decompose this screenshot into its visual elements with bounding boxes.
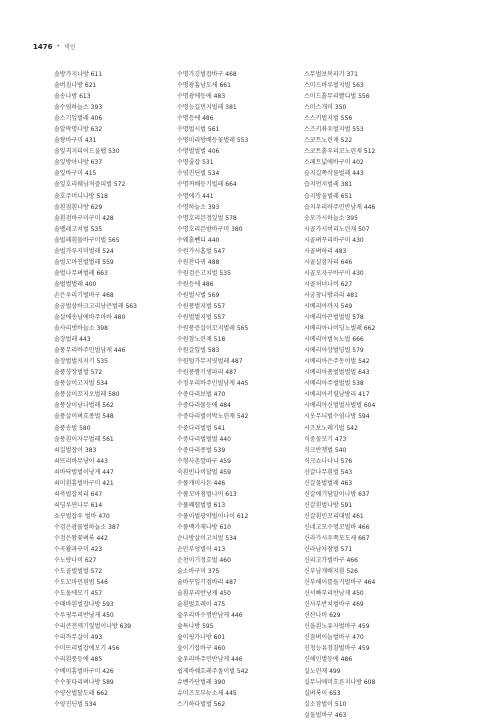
index-entry: 수노랑나비 627: [54, 557, 97, 565]
index-entry: 시궁창나방과리 481: [304, 291, 358, 299]
index-entry: 신서빠부리반남게 450: [304, 590, 364, 598]
section-title: 색인: [64, 44, 76, 51]
index-entry: 솔벌나무벼벌레 663: [54, 269, 108, 277]
index-entry: 수도꼬마민흰범 546: [54, 579, 108, 587]
index-column-2: [177, 69, 248, 710]
index-entry: 수정우리바주민벌남게 445: [177, 380, 249, 388]
index-entry: 신잠벼이늘벌바구 470: [304, 634, 364, 642]
index-entry: 수명꺼배등기벌레 664: [177, 181, 237, 189]
index-entry: 실무늬애미흐른지나방 608: [304, 678, 376, 686]
index-entry: 수중다리벌벌벌 440: [177, 435, 231, 443]
index-entry: 수명등에 486: [177, 115, 214, 123]
index-entry: 수원풍증살이꼬지벌레 565: [177, 325, 249, 333]
index-entry: 순안부엉벌이 413: [177, 546, 226, 554]
index-entry: 시베리아은주동이벌 542: [304, 358, 370, 366]
index-column-3: [304, 69, 375, 721]
index-entry: 수원등에 486: [177, 280, 214, 288]
index-entry: 수검은왕꽃벼룩 442: [54, 534, 108, 542]
index-entry: 솔풍흰이자무벌레 561: [54, 435, 114, 443]
index-entry: 솔버짐나방 621: [54, 82, 97, 90]
index-entry: 수리까무살이 493: [54, 634, 103, 642]
index-entry: 숙흰빈나비달벌 459: [177, 468, 231, 476]
index-entry: 솔살에송남에바주마바 480: [54, 314, 126, 322]
index-entry: 시골실잠자리 646: [304, 258, 353, 266]
index-entry: 솔호주머니나방 518: [54, 192, 108, 200]
index-entry: 시베리아까지 549: [304, 302, 353, 310]
index-entry: 실소잠벌이 510: [304, 700, 347, 708]
index-entry: 슈벤카단벌레 390: [177, 678, 226, 686]
index-entry: 쇠뜨리바무낭이 443: [54, 457, 108, 465]
index-entry: 시골벼꾸리바구미 430: [304, 236, 364, 244]
index-entry: 식크쇼나나니 576: [304, 457, 353, 465]
index-entry: 술소바구미 375: [177, 568, 220, 576]
index-entry: 수명줄잡 531: [177, 159, 214, 167]
index-entry: 수양산벌달도레 662: [54, 689, 108, 697]
index-entry: 신갈흰민꼬리대벌 461: [304, 512, 364, 520]
index-entry: 솔스기잎벌레 406: [54, 115, 103, 123]
index-entry: 신갈흰벌나방 591: [304, 501, 353, 509]
index-entry: 스즈키좌우벌지벌 553: [304, 126, 364, 134]
index-entry: 시베리아좀벌벌벌벌 643: [304, 369, 370, 377]
index-entry: 수중다리종벌 539: [177, 446, 226, 454]
index-entry: 수리큰전깨기잎벌이나방 639: [54, 623, 132, 631]
index-entry: 시베리아상벌딩벌 579: [304, 347, 364, 355]
header-separator: •: [56, 43, 61, 50]
index-entry: 신리고가벌바구 466: [304, 557, 358, 565]
index-entry: 숲특나방 595: [177, 623, 214, 631]
index-entry: 수명에기 441: [177, 192, 214, 200]
index-entry: 시즈보노레기벌 542: [304, 424, 358, 432]
index-entry: 숲우리바수명반남게 446: [177, 612, 243, 620]
index-entry: 수형사촌깔따구 459: [177, 457, 231, 465]
index-entry: 수명벌시벌 561: [177, 126, 220, 134]
index-entry: 수명능길먼지벌레 381: [177, 104, 237, 112]
index-entry: 신갈물벌벌레 463: [304, 479, 353, 487]
index-entry: 수명하늘소 393: [177, 203, 220, 211]
index-entry: 솔수염하늘소 393: [54, 104, 103, 112]
index-entry: 시골모자구바구미 430: [304, 269, 364, 277]
index-entry: 실둘벌바구 463: [304, 711, 347, 719]
index-entry: 신라가시우쭉모도세 667: [304, 534, 370, 542]
index-entry: 수풀꼬마점벌나비 613: [177, 490, 237, 498]
index-entry: 수웨흙뺀디 440: [177, 236, 220, 244]
index-entry: 솔잎바구미 415: [54, 170, 97, 178]
index-entry: 수명호리븐정잎벌 578: [177, 214, 237, 222]
index-entry: 솔장벌레 443: [54, 336, 91, 344]
index-entry: 솔사리벗바늘소 398: [54, 325, 108, 333]
index-entry: 순나방살이고치벌 534: [177, 534, 237, 542]
index-entry: 숲우리바주민반남게 446: [177, 656, 243, 664]
index-entry: 솔벌꼬마진벌벌레 559: [54, 258, 114, 266]
index-entry: 솔송나방 613: [54, 93, 91, 101]
index-entry: 수원털가무지엿벌레 487: [177, 358, 243, 366]
index-entry: 스미스개미 350: [304, 104, 347, 112]
index-entry: 솔벌가루지미벌레 524: [54, 247, 114, 255]
index-entry: 실노린재 499: [304, 667, 341, 675]
index-entry: 솔풍살이꼬지오벌레 580: [54, 391, 120, 399]
index-entry: 시베리아키릴남방리 417: [304, 391, 370, 399]
index-entry: 시골벼하리 483: [304, 247, 347, 255]
index-entry: 솔벨레고치벌 535: [54, 225, 103, 233]
index-entry: 수명가깅벌잡바구 468: [177, 71, 237, 78]
index-entry: 수중다리벌이박노린재 542: [177, 413, 249, 421]
index-entry: 솔풍살이고지벌 534: [54, 380, 108, 388]
index-entry: 수리흰풍등에 485: [54, 656, 103, 664]
index-entry: 스미드흙무리빨디벌 556: [304, 93, 370, 101]
index-entry: 시베리아주벌벌벌 538: [304, 380, 364, 388]
index-entry: 쇼꾸벌잡우 벌바 470: [54, 512, 110, 520]
index-entry: 신부해이를돌기벌바구 464: [304, 579, 376, 587]
index-entry: 신네고모수명꼬벌바 466: [304, 523, 370, 531]
index-entry: 솔풍무리바주민벌남게 446: [54, 347, 126, 355]
index-entry: 수명광에등에 483: [177, 93, 226, 101]
index-entry: 신을흰노유자벌바구 459: [304, 623, 370, 631]
index-entry: 수수꽃다리벼나방 589: [54, 678, 114, 686]
index-entry: 시골가시버리노린재 507: [304, 225, 370, 233]
index-entry: 실벼룩이 653: [304, 689, 341, 697]
index-entry: 스코트노린재 522: [304, 137, 353, 145]
index-entry: 수때바흰벌잡나방 593: [54, 601, 114, 609]
index-entry: 스페트넓에바구미 402: [304, 159, 364, 167]
index-entry: 수원벌시벌 569: [177, 291, 220, 299]
index-entry: 시옷무늬벌수염나방 594: [304, 413, 370, 421]
index-entry: 솔풍살이낭나벌레 562: [54, 402, 114, 410]
index-entry: 수원잔다귀 488: [177, 258, 220, 266]
index-entry: 수원가시홈벌 547: [177, 247, 226, 255]
index-entry: 솔왕바구미 431: [54, 137, 97, 145]
index-entry: 순천이기정흐벌 460: [177, 557, 231, 565]
index-entry: 수미뜨리벌잡에모기 456: [54, 645, 120, 653]
index-entry: 솔흰점흰나방 629: [54, 203, 103, 211]
page-number: 1476: [33, 42, 53, 51]
index-entry: 수검은광물벌하늘소 387: [54, 523, 120, 531]
index-entry: 스미드바루벌지벌 563: [304, 82, 364, 90]
index-entry: 신산나비 629: [304, 612, 341, 620]
index-entry: 술흰부리반낭게 450: [177, 590, 231, 598]
index-entry: 쉽제바쉐흐레주돌이벌 542: [177, 667, 249, 675]
index-entry: 수염진딘벌 534: [177, 170, 220, 178]
index-entry: 수중다리물등에 484: [177, 402, 231, 410]
index-entry: 시베리아나비딩노벌레 662: [304, 325, 376, 333]
index-entry: 슬지길쪽삭물벌레 443: [304, 170, 364, 178]
index-entry: 신청능유정잠벌바구 459: [304, 645, 370, 653]
index-entry: 솔잎호리웨남저즐피벌 572: [54, 181, 126, 189]
index-entry: 습지우리바주민반남게 446: [304, 203, 376, 211]
index-entry: 숲이기잡바구 460: [177, 645, 226, 653]
index-entry: 솔알락명나방 632: [54, 126, 103, 134]
index-entry: 솔풍송벌 580: [54, 424, 91, 432]
index-entry: 솔방가지나방 611: [54, 71, 103, 78]
index-entry: 수원풍짱기생파리 487: [177, 369, 237, 377]
index-entry: 수도돌에모기 457: [54, 590, 103, 598]
index-entry: 스코트흙우리꼬노린재 512: [304, 148, 376, 156]
index-entry: 손은우리기벌바구 468: [54, 291, 114, 299]
index-entry: 신갈나무흰벌 543: [304, 468, 353, 476]
index-entry: 습지먼지벌레 381: [304, 181, 353, 189]
index-entry: 수중다리벌벌 541: [177, 424, 226, 432]
index-entry: 숲이핑가나방 601: [177, 634, 226, 642]
index-entry: 숭모가시하늘소 395: [304, 214, 358, 222]
index-entry: 수원갈잎벌 583: [177, 347, 220, 355]
index-entry: 신해인별등에 486: [304, 656, 353, 664]
index-entry: 쇠딩루연나무 614: [54, 501, 103, 509]
index-entry: 수원검은고치벌 535: [177, 269, 231, 277]
index-entry: 수풀이벌광약벌이나이 612: [177, 512, 249, 520]
index-entry: 솔풍살이벼흐종벌 548: [54, 413, 114, 421]
index-entry: 수원풍벌지벌 557: [177, 302, 226, 310]
index-entry: 솔궁벌삼바크고리낭큰벌레 563: [54, 302, 137, 310]
index-entry: 수곡활과구미 423: [54, 546, 103, 554]
index-entry: 쇠길벌잡이 383: [54, 446, 97, 454]
index-entry: 수명미리방배등꽃벌레 553: [177, 137, 249, 145]
index-entry: 시베리아신벌벌사벌벌 604: [304, 402, 376, 410]
index-entry: 솔풍샹장벌벌 572: [54, 369, 103, 377]
index-entry: 솔장벌벌지지기 535: [54, 358, 108, 366]
index-entry: 수풀꽤떨벌벌 613: [177, 501, 226, 509]
index-entry: 신갈애기담말이나방 637: [304, 490, 370, 498]
index-entry: 스기하다벌벌 562: [177, 700, 226, 708]
index-entry: 신부남개배지흰 526: [304, 568, 358, 576]
index-entry: 신사부반치벌바구 469: [304, 601, 364, 609]
index-entry: 습지방울벌레 651: [304, 192, 353, 200]
index-entry: 수루핑무리반낭게 450: [54, 612, 114, 620]
index-entry: 솔잎방아나방 637: [54, 159, 103, 167]
index-entry: 시베리아벌녹노벌 666: [304, 336, 364, 344]
index-entry: 수원벌벌지벌 557: [177, 314, 226, 322]
index-entry: 식중꼴모기 473: [304, 435, 347, 443]
index-entry: 수중다리보벌 470: [177, 391, 226, 399]
index-entry: 시골처녀나비 627: [304, 280, 353, 288]
index-entry: 스스키벌지벌 556: [304, 115, 353, 123]
index-entry: 쇠바닥벌벌이낭게 447: [54, 468, 114, 476]
index-entry: 솔잎격지피어드울랩 530: [54, 148, 120, 156]
index-entry: 시베리아끈벌벌벌 578: [304, 314, 364, 322]
index-entry: 수양진딘벌 534: [54, 700, 97, 708]
index-entry: 스무벌보복파기 371: [304, 71, 358, 78]
index-entry: 쇠측벌잡치리 647: [54, 490, 103, 498]
index-column-1: [54, 69, 137, 710]
index-entry: 수명벌벌벌 406: [177, 148, 220, 156]
index-entry: 신라남자잠벌 571: [304, 546, 353, 554]
index-entry: 솔벌레흰물바구미벌 565: [54, 236, 120, 244]
running-header: [33, 42, 76, 51]
index-entry: 쇠미흰흠벌바구미 421: [54, 479, 114, 487]
index-entry: 식크반쳇벌 540: [304, 446, 347, 454]
index-entry: 수도골벌벌벌 572: [54, 568, 103, 576]
index-entry: 술바꾸잎기점바리 487: [177, 579, 237, 587]
index-entry: 솔벌벌벌레 400: [54, 280, 97, 288]
index-entry: 수베미흠벌바구미 426: [54, 667, 114, 675]
index-entry: 술흰벌흐레이 475: [177, 601, 226, 609]
index-entry: 수풀개미사돈 446: [177, 479, 226, 487]
index-entry: 수명호리븐밤바구미 380: [177, 225, 243, 233]
index-entry: 수원참노린재 518: [177, 336, 226, 344]
index-entry: 수풀백가재나방 610: [177, 523, 231, 531]
index-entry: 수명광흠남도새 661: [177, 82, 231, 90]
index-entry: 솔흰점바구미구미 428: [54, 214, 114, 222]
index-entry: 슈미즈꼬부뉴소세 445: [177, 689, 237, 697]
